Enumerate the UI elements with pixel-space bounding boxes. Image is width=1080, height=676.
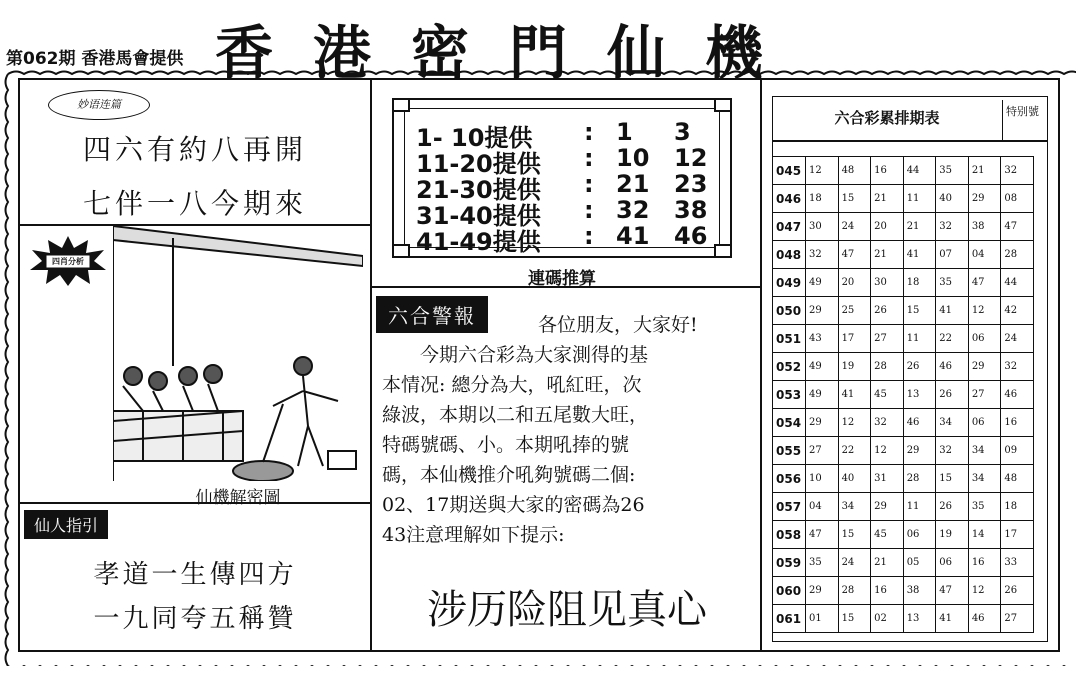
number-cell: 19 (838, 353, 871, 381)
number-cell: 27 (968, 381, 1001, 409)
number-cell: 29 (806, 577, 839, 605)
table-row (773, 605, 1034, 633)
number-cell: 33 (1001, 549, 1034, 577)
paragraph-line: 02、17期送與大家的密碼為26 (382, 494, 645, 516)
section-tag: 仙人指引 (24, 510, 108, 539)
number-cell: 46 (936, 353, 969, 381)
number-cell: 47 (838, 241, 871, 269)
number-cell: 32 (871, 409, 904, 437)
verse-line-1: 孝道一生傳四方 (93, 560, 297, 590)
number-cell: 27 (871, 325, 904, 353)
number-cell: 49 (806, 381, 839, 409)
number-cell: 40 (936, 185, 969, 213)
results-table (772, 156, 1034, 633)
number-cell: 32 (936, 213, 969, 241)
table-row (773, 185, 1034, 213)
number-cell: 16 (968, 549, 1001, 577)
number-cell: 18 (806, 185, 839, 213)
number-cell: 47 (968, 269, 1001, 297)
number-cell: 29 (806, 297, 839, 325)
number-cell: 12 (871, 437, 904, 465)
number-cell: 34 (968, 465, 1001, 493)
table-row (773, 521, 1034, 549)
number-cell: 32 (806, 241, 839, 269)
number-cell: 01 (806, 605, 839, 633)
number-cell: 28 (871, 353, 904, 381)
illustration (113, 226, 363, 481)
paragraph-line: 各位朋友，大家好! (538, 314, 698, 336)
verse-line-2: 一九同夸五稱贊 (93, 604, 297, 634)
number-cell: 19 (936, 521, 969, 549)
number-cell: 41 (903, 241, 936, 269)
number-cell: 30 (806, 213, 839, 241)
table-row (773, 381, 1034, 409)
issue-cell: 048 (773, 241, 806, 269)
number-cell: 12 (968, 297, 1001, 325)
number-box (392, 98, 732, 258)
number-cell: 21 (968, 157, 1001, 185)
issue-cell: 047 (773, 213, 806, 241)
number-cell: 41 (936, 605, 969, 633)
number-cell: 32 (1001, 353, 1034, 381)
number-cell: 43 (806, 325, 839, 353)
number-cell: 35 (936, 269, 969, 297)
number-cell: 12 (968, 577, 1001, 605)
corner-ornament (392, 244, 410, 258)
issue-cell: 054 (773, 409, 806, 437)
number-cell: 49 (806, 353, 839, 381)
right-column (762, 78, 1060, 652)
corner-ornament (392, 98, 410, 112)
motto: 涉历险阻见真心 (427, 587, 707, 633)
burst-badge (28, 236, 108, 286)
number-cell: 46 (968, 605, 1001, 633)
issue-cell: 060 (773, 577, 806, 605)
table-row (773, 241, 1034, 269)
number-cell: 28 (903, 465, 936, 493)
number-cell: 26 (936, 381, 969, 409)
table-row (773, 409, 1034, 437)
paragraph-line: 綠波，本期以二和五尾數大旺， (382, 404, 649, 426)
number-cell: 26 (871, 297, 904, 325)
number-cell: 06 (968, 325, 1001, 353)
alert-tag: 六合警報 (376, 296, 488, 333)
number-cell: 46 (903, 409, 936, 437)
left-column (18, 78, 372, 652)
number-cell: 38 (903, 577, 936, 605)
paragraph-line: 本情况: 總分為大，吼紅旺，次 (382, 374, 642, 396)
number-cell: 29 (806, 409, 839, 437)
number-cell: 35 (936, 157, 969, 185)
number-cell: 21 (903, 213, 936, 241)
number-cell: 32 (936, 437, 969, 465)
number-cell: 06 (903, 521, 936, 549)
number-row: 1- 10提供 : 1 3 (416, 118, 691, 152)
number-cell: 13 (903, 381, 936, 409)
issue-cell: 061 (773, 605, 806, 633)
number-cell: 15 (838, 605, 871, 633)
number-cell: 06 (968, 409, 1001, 437)
number-cell: 13 (903, 605, 936, 633)
number-cell: 02 (871, 605, 904, 633)
number-cell: 49 (806, 269, 839, 297)
issue-cell: 052 (773, 353, 806, 381)
number-cell: 34 (968, 437, 1001, 465)
number-cell: 27 (1001, 605, 1034, 633)
number-cell: 29 (968, 185, 1001, 213)
number-cell: 15 (936, 465, 969, 493)
divider (18, 502, 372, 504)
issue-cell: 049 (773, 269, 806, 297)
number-cell: 24 (838, 549, 871, 577)
number-row: 31-40提供 : 32 38 (416, 196, 708, 230)
number-cell: 41 (838, 381, 871, 409)
paragraph-line: 今期六合彩為大家測得的基 (420, 344, 649, 366)
divider (772, 140, 1048, 142)
table-row (773, 269, 1034, 297)
number-cell: 17 (838, 325, 871, 353)
paragraph-line: 碼，本仙機推介吼夠號碼二個: (382, 464, 636, 486)
poem-line-1: 四六有約八再開 (82, 133, 307, 166)
number-cell: 21 (871, 185, 904, 213)
number-cell: 26 (1001, 577, 1034, 605)
poem-tag: 妙语连篇 (48, 90, 150, 120)
issue-cell: 056 (773, 465, 806, 493)
number-cell: 24 (1001, 325, 1034, 353)
number-cell: 41 (936, 297, 969, 325)
number-cell: 40 (838, 465, 871, 493)
number-cell: 30 (871, 269, 904, 297)
table-row (773, 213, 1034, 241)
issue-cell: 045 (773, 157, 806, 185)
table-row (773, 297, 1034, 325)
number-cell: 11 (903, 493, 936, 521)
number-cell: 11 (903, 325, 936, 353)
number-cell: 35 (968, 493, 1001, 521)
number-cell: 05 (903, 549, 936, 577)
number-cell: 21 (871, 241, 904, 269)
number-cell: 11 (903, 185, 936, 213)
middle-column (372, 78, 762, 652)
burst-label: 四肖分析 (52, 256, 84, 266)
number-cell: 29 (968, 353, 1001, 381)
number-cell: 44 (903, 157, 936, 185)
number-cell: 17 (1001, 521, 1034, 549)
number-cell: 31 (871, 465, 904, 493)
number-cell: 12 (806, 157, 839, 185)
issue-cell: 051 (773, 325, 806, 353)
issue-label: 第062期 香港馬會提供 (6, 49, 184, 69)
number-row: 11-20提供 : 10 12 (416, 144, 708, 178)
number-cell: 32 (1001, 157, 1034, 185)
poem-line-2: 七伴一八今期來 (82, 187, 307, 220)
number-cell: 18 (1001, 493, 1034, 521)
paragraph-line: 43注意理解如下提示: (382, 524, 565, 546)
number-cell: 14 (968, 521, 1001, 549)
table-row (773, 493, 1034, 521)
corner-ornament (714, 244, 732, 258)
number-cell: 16 (1001, 409, 1034, 437)
number-cell: 47 (806, 521, 839, 549)
special-number-badge: 特别號 (1002, 100, 1042, 140)
number-cell: 45 (871, 381, 904, 409)
number-cell: 28 (838, 577, 871, 605)
number-cell: 18 (903, 269, 936, 297)
number-cell: 42 (1001, 297, 1034, 325)
issue-cell: 046 (773, 185, 806, 213)
number-cell: 09 (1001, 437, 1034, 465)
number-cell: 04 (806, 493, 839, 521)
table-row (773, 437, 1034, 465)
number-cell: 35 (806, 549, 839, 577)
table-row (773, 465, 1034, 493)
number-cell: 15 (838, 185, 871, 213)
issue-cell: 050 (773, 297, 806, 325)
number-cell: 29 (903, 437, 936, 465)
number-cell: 26 (936, 493, 969, 521)
number-cell: 20 (838, 269, 871, 297)
number-cell: 06 (936, 549, 969, 577)
number-cell: 15 (903, 297, 936, 325)
number-cell: 45 (871, 521, 904, 549)
number-cell: 27 (806, 437, 839, 465)
divider (372, 286, 762, 288)
number-cell: 15 (838, 521, 871, 549)
number-cell: 48 (838, 157, 871, 185)
number-cell: 10 (806, 465, 839, 493)
number-cell: 26 (903, 353, 936, 381)
issue-cell: 055 (773, 437, 806, 465)
page-title: 香港密門仙機 (215, 19, 804, 87)
number-cell: 48 (1001, 465, 1034, 493)
issue-cell: 058 (773, 521, 806, 549)
number-cell: 22 (838, 437, 871, 465)
number-cell: 38 (968, 213, 1001, 241)
number-box-caption: 連碼推算 (528, 269, 596, 289)
table-row (773, 577, 1034, 605)
table-row (773, 353, 1034, 381)
number-cell: 12 (838, 409, 871, 437)
paragraph-line: 特碼號碼、小。本期吼捧的號 (382, 434, 630, 456)
number-cell: 34 (838, 493, 871, 521)
number-cell: 16 (871, 157, 904, 185)
number-cell: 29 (871, 493, 904, 521)
number-cell: 21 (871, 549, 904, 577)
table-row (773, 549, 1034, 577)
number-cell: 47 (1001, 213, 1034, 241)
number-row: 21-30提供 : 21 23 (416, 170, 708, 204)
table-title: 六合彩累排期表 (834, 109, 940, 127)
number-cell: 22 (936, 325, 969, 353)
number-cell: 34 (936, 409, 969, 437)
number-cell: 46 (1001, 381, 1034, 409)
number-cell: 07 (936, 241, 969, 269)
number-row: 41-49提供 : 41 46 (416, 222, 708, 256)
issue-cell: 057 (773, 493, 806, 521)
number-cell: 04 (968, 241, 1001, 269)
number-cell: 47 (936, 577, 969, 605)
number-cell: 24 (838, 213, 871, 241)
number-cell: 28 (1001, 241, 1034, 269)
illustration-caption: 仙機解密圖 (195, 488, 281, 508)
number-cell: 08 (1001, 185, 1034, 213)
issue-cell: 053 (773, 381, 806, 409)
number-cell: 16 (871, 577, 904, 605)
number-cell: 44 (1001, 269, 1034, 297)
table-row (773, 157, 1034, 185)
number-cell: 25 (838, 297, 871, 325)
issue-cell: 059 (773, 549, 806, 577)
corner-ornament (714, 98, 732, 112)
table-row (773, 325, 1034, 353)
number-cell: 20 (871, 213, 904, 241)
